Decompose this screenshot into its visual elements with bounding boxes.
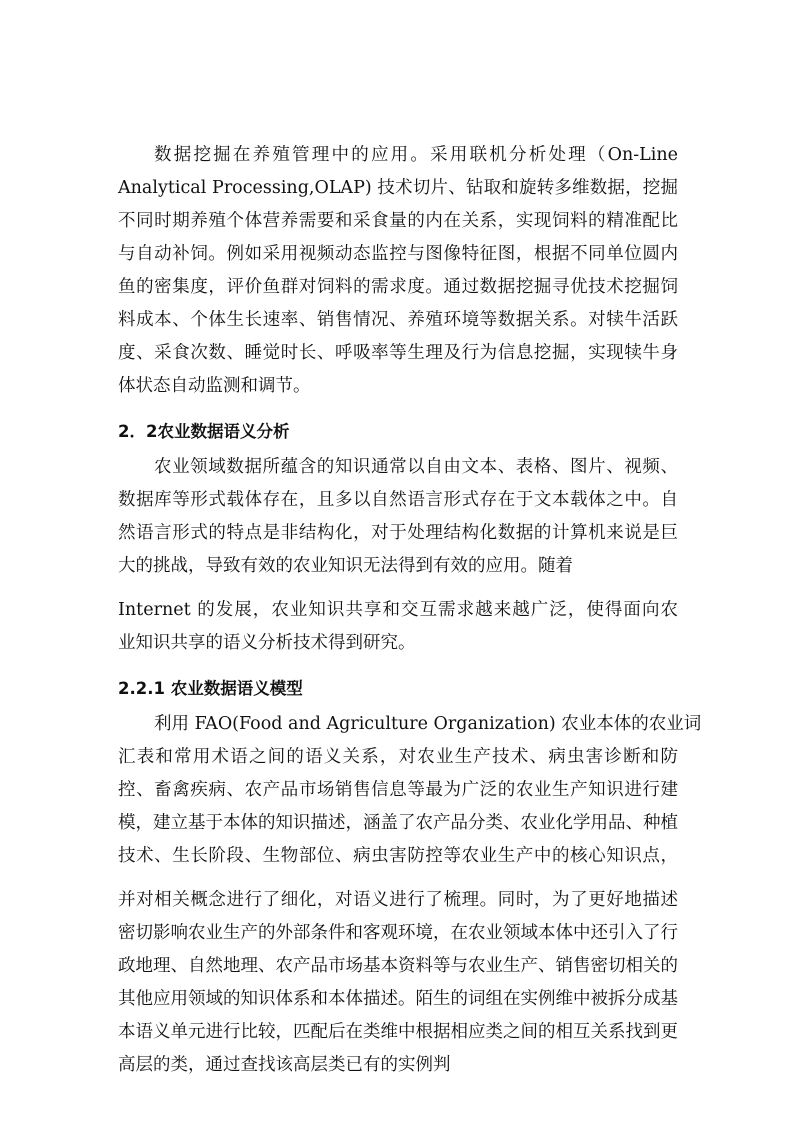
text-line: 与自动补饲。例如采用视频动态监控与图像特征图，根据不同单位圆内 xyxy=(118,244,678,264)
section-heading: 2．2农业数据语义分析 xyxy=(118,422,290,441)
text-line: 不同时期养殖个体营养需要和采食量的内在关系，实现饲料的精准配比 xyxy=(118,211,678,231)
text-line: 政地理、自然地理、农产品市场基本资料等与农业生产、销售密切相关的 xyxy=(118,956,678,976)
text-line: 鱼的密集度，评价鱼群对饲料的需求度。通过数据挖掘寻优技术挖掘饲 xyxy=(118,277,678,297)
text-line: 料成本、个体生长速率、销售情况、养殖环境等数据关系。对犊牛活跃 xyxy=(118,310,678,330)
subsection-heading: 2.2.1 农业数据语义模型 xyxy=(118,679,303,698)
text-line: Internet 的发展，农业知识共享和交互需求越来越广泛，使得面向农 xyxy=(118,600,678,620)
text-line: Analytical Processing,OLAP) 技术切片、钻取和旋转多维数据，挖掘 xyxy=(118,178,678,198)
text-line: 然语言形式的特点是非结构化，对于处理结构化数据的计算机来说是巨 xyxy=(118,523,678,543)
text-line: 业知识共享的语义分析技术得到研究。 xyxy=(118,633,416,653)
text-line: 技术、生长阶段、生物部位、病虫害防控等农业生产中的核心知识点， xyxy=(118,846,678,866)
text-line: 控、畜禽疾病、农产品市场销售信息等最为广泛的农业生产知识进行建 xyxy=(118,780,678,800)
text-line: 模，建立基于本体的知识描述，涵盖了农产品分类、农业化学用品、种植 xyxy=(118,813,678,833)
text-line: 高层的类，通过查找该高层类已有的实例判 xyxy=(118,1055,451,1075)
text-line: 度、采食次数、睡觉时长、呼吸率等生理及行为信息挖掘，实现犊牛身 xyxy=(118,343,678,363)
text-line: 汇表和常用术语之间的语义关系，对农业生产技术、病虫害诊断和防 xyxy=(118,747,678,767)
text-line: 本语义单元进行比较，匹配后在类维中根据相应类之间的相互关系找到更 xyxy=(118,1022,678,1042)
text-line: 并对相关概念进行了细化，对语义进行了梳理。同时，为了更好地描述 xyxy=(118,890,678,910)
text-line: 其他应用领域的知识体系和本体描述。陌生的词组在实例维中被拆分成基 xyxy=(118,989,678,1009)
text-line: 体状态自动监测和调节。 xyxy=(118,376,311,396)
text-line: 数据库等形式载体存在，且多以自然语言形式存在于文本载体之中。自 xyxy=(118,490,678,510)
text-line: 利用 FAO(Food and Agriculture Organization) 农业本体的农业词 xyxy=(154,714,702,734)
text-line: 农业领域数据所蕴含的知识通常以自由文本、表格、图片、视频、 xyxy=(154,457,678,477)
text-line: 密切影响农业生产的外部条件和客观环境，在农业领域本体中还引入了行 xyxy=(118,923,678,943)
text-line: 大的挑战，导致有效的农业知识无法得到有效的应用。随着 xyxy=(118,556,573,576)
text-line: 数据挖掘在养殖管理中的应用。采用联机分析处理（On-Line xyxy=(154,145,678,165)
